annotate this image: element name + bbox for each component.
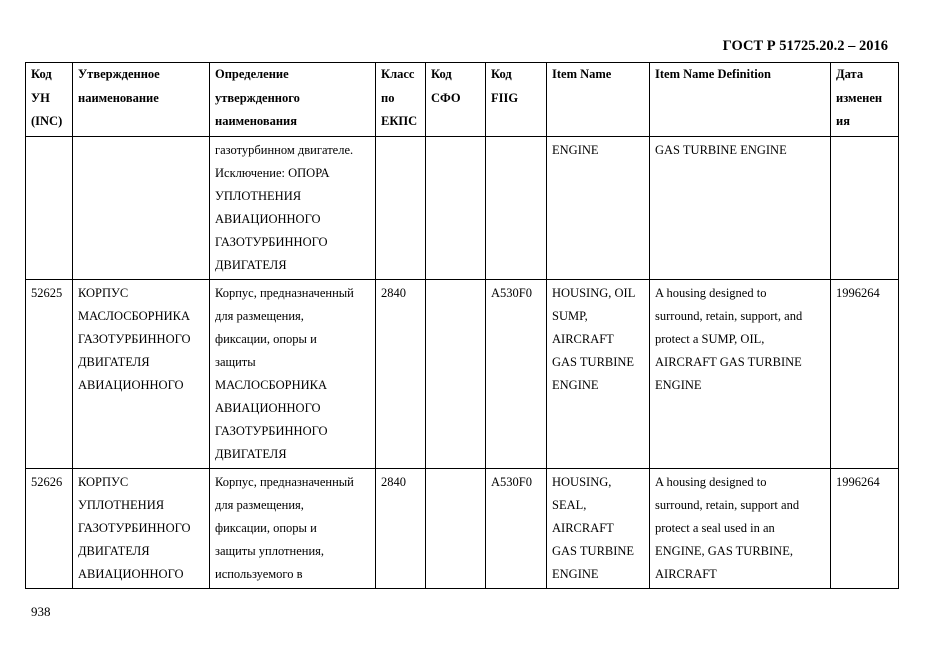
cell-code: 52625 <box>26 279 73 468</box>
cell-code: 52626 <box>26 468 73 588</box>
cell-fiig: A530F0 <box>486 279 547 468</box>
cell-item-def: A housing designed to surround, retain, support, and protect a SUMP, OIL, AIRCRAFT GAS TURBINE ENGINE <box>650 279 831 468</box>
cell-definition: Корпус, предназначенный для размещения, фиксации, опоры и защиты уплотнения, используемого в <box>210 468 376 588</box>
cell-item-name: ENGINE <box>547 136 650 279</box>
cell-date <box>831 136 899 279</box>
cell-definition: Корпус, предназначенный для размещения, фиксации, опоры и защиты МАСЛОСБОРНИКА АВИАЦИОННОГО ГАЗОТУРБИННОГО ДВИГАТЕЛЯ <box>210 279 376 468</box>
header-class: Класс по ЕКПС <box>376 63 426 137</box>
cell-name: КОРПУС УПЛОТНЕНИЯ ГАЗОТУРБИННОГО ДВИГАТЕЛЯ АВИАЦИОННОГО <box>73 468 210 588</box>
cell-fiig <box>486 136 547 279</box>
cell-item-def: GAS TURBINE ENGINE <box>650 136 831 279</box>
cell-sfo <box>426 279 486 468</box>
cell-class: 2840 <box>376 279 426 468</box>
cell-class <box>376 136 426 279</box>
cell-date: 1996264 <box>831 279 899 468</box>
cell-item-name: HOUSING, SEAL, AIRCRAFT GAS TURBINE ENGINE <box>547 468 650 588</box>
header-fiig-code: Код FIIG <box>486 63 547 137</box>
table-header-row <box>26 63 899 137</box>
header-code: Код УН (INC) <box>26 63 73 137</box>
cell-item-name: HOUSING, OIL SUMP, AIRCRAFT GAS TURBINE ENGINE <box>547 279 650 468</box>
header-change-date: Дата изменен ия <box>831 63 899 137</box>
cell-name: КОРПУС МАСЛОСБОРНИКА ГАЗОТУРБИННОГО ДВИГАТЕЛЯ АВИАЦИОННОГО <box>73 279 210 468</box>
table-row <box>26 279 899 468</box>
header-sfo-code: Код СФО <box>426 63 486 137</box>
cell-class: 2840 <box>376 468 426 588</box>
cell-definition: газотурбинном двигателе. Исключение: ОПОРА УПЛОТНЕНИЯ АВИАЦИОННОГО ГАЗОТУРБИННОГО ДВИГАТЕЛЯ <box>210 136 376 279</box>
header-item-name-definition: Item Name Definition <box>650 63 831 137</box>
table-row <box>26 136 899 279</box>
cell-code <box>26 136 73 279</box>
cell-name <box>73 136 210 279</box>
cell-fiig: A530F0 <box>486 468 547 588</box>
header-definition: Определение утвержденного наименования <box>210 63 376 137</box>
page-number: 938 <box>31 604 51 619</box>
document-standard-title: ГОСТ Р 51725.20.2 – 2016 <box>722 38 888 54</box>
header-approved-name: Утвержденное наименование <box>73 63 210 137</box>
classification-table <box>25 62 899 589</box>
table-row <box>26 468 899 588</box>
cell-sfo <box>426 136 486 279</box>
cell-date: 1996264 <box>831 468 899 588</box>
cell-item-def: A housing designed to surround, retain, support and protect a seal used in an ENGINE, GAS TURBINE, AIRCRAFT <box>650 468 831 588</box>
header-item-name: Item Name <box>547 63 650 137</box>
cell-sfo <box>426 468 486 588</box>
